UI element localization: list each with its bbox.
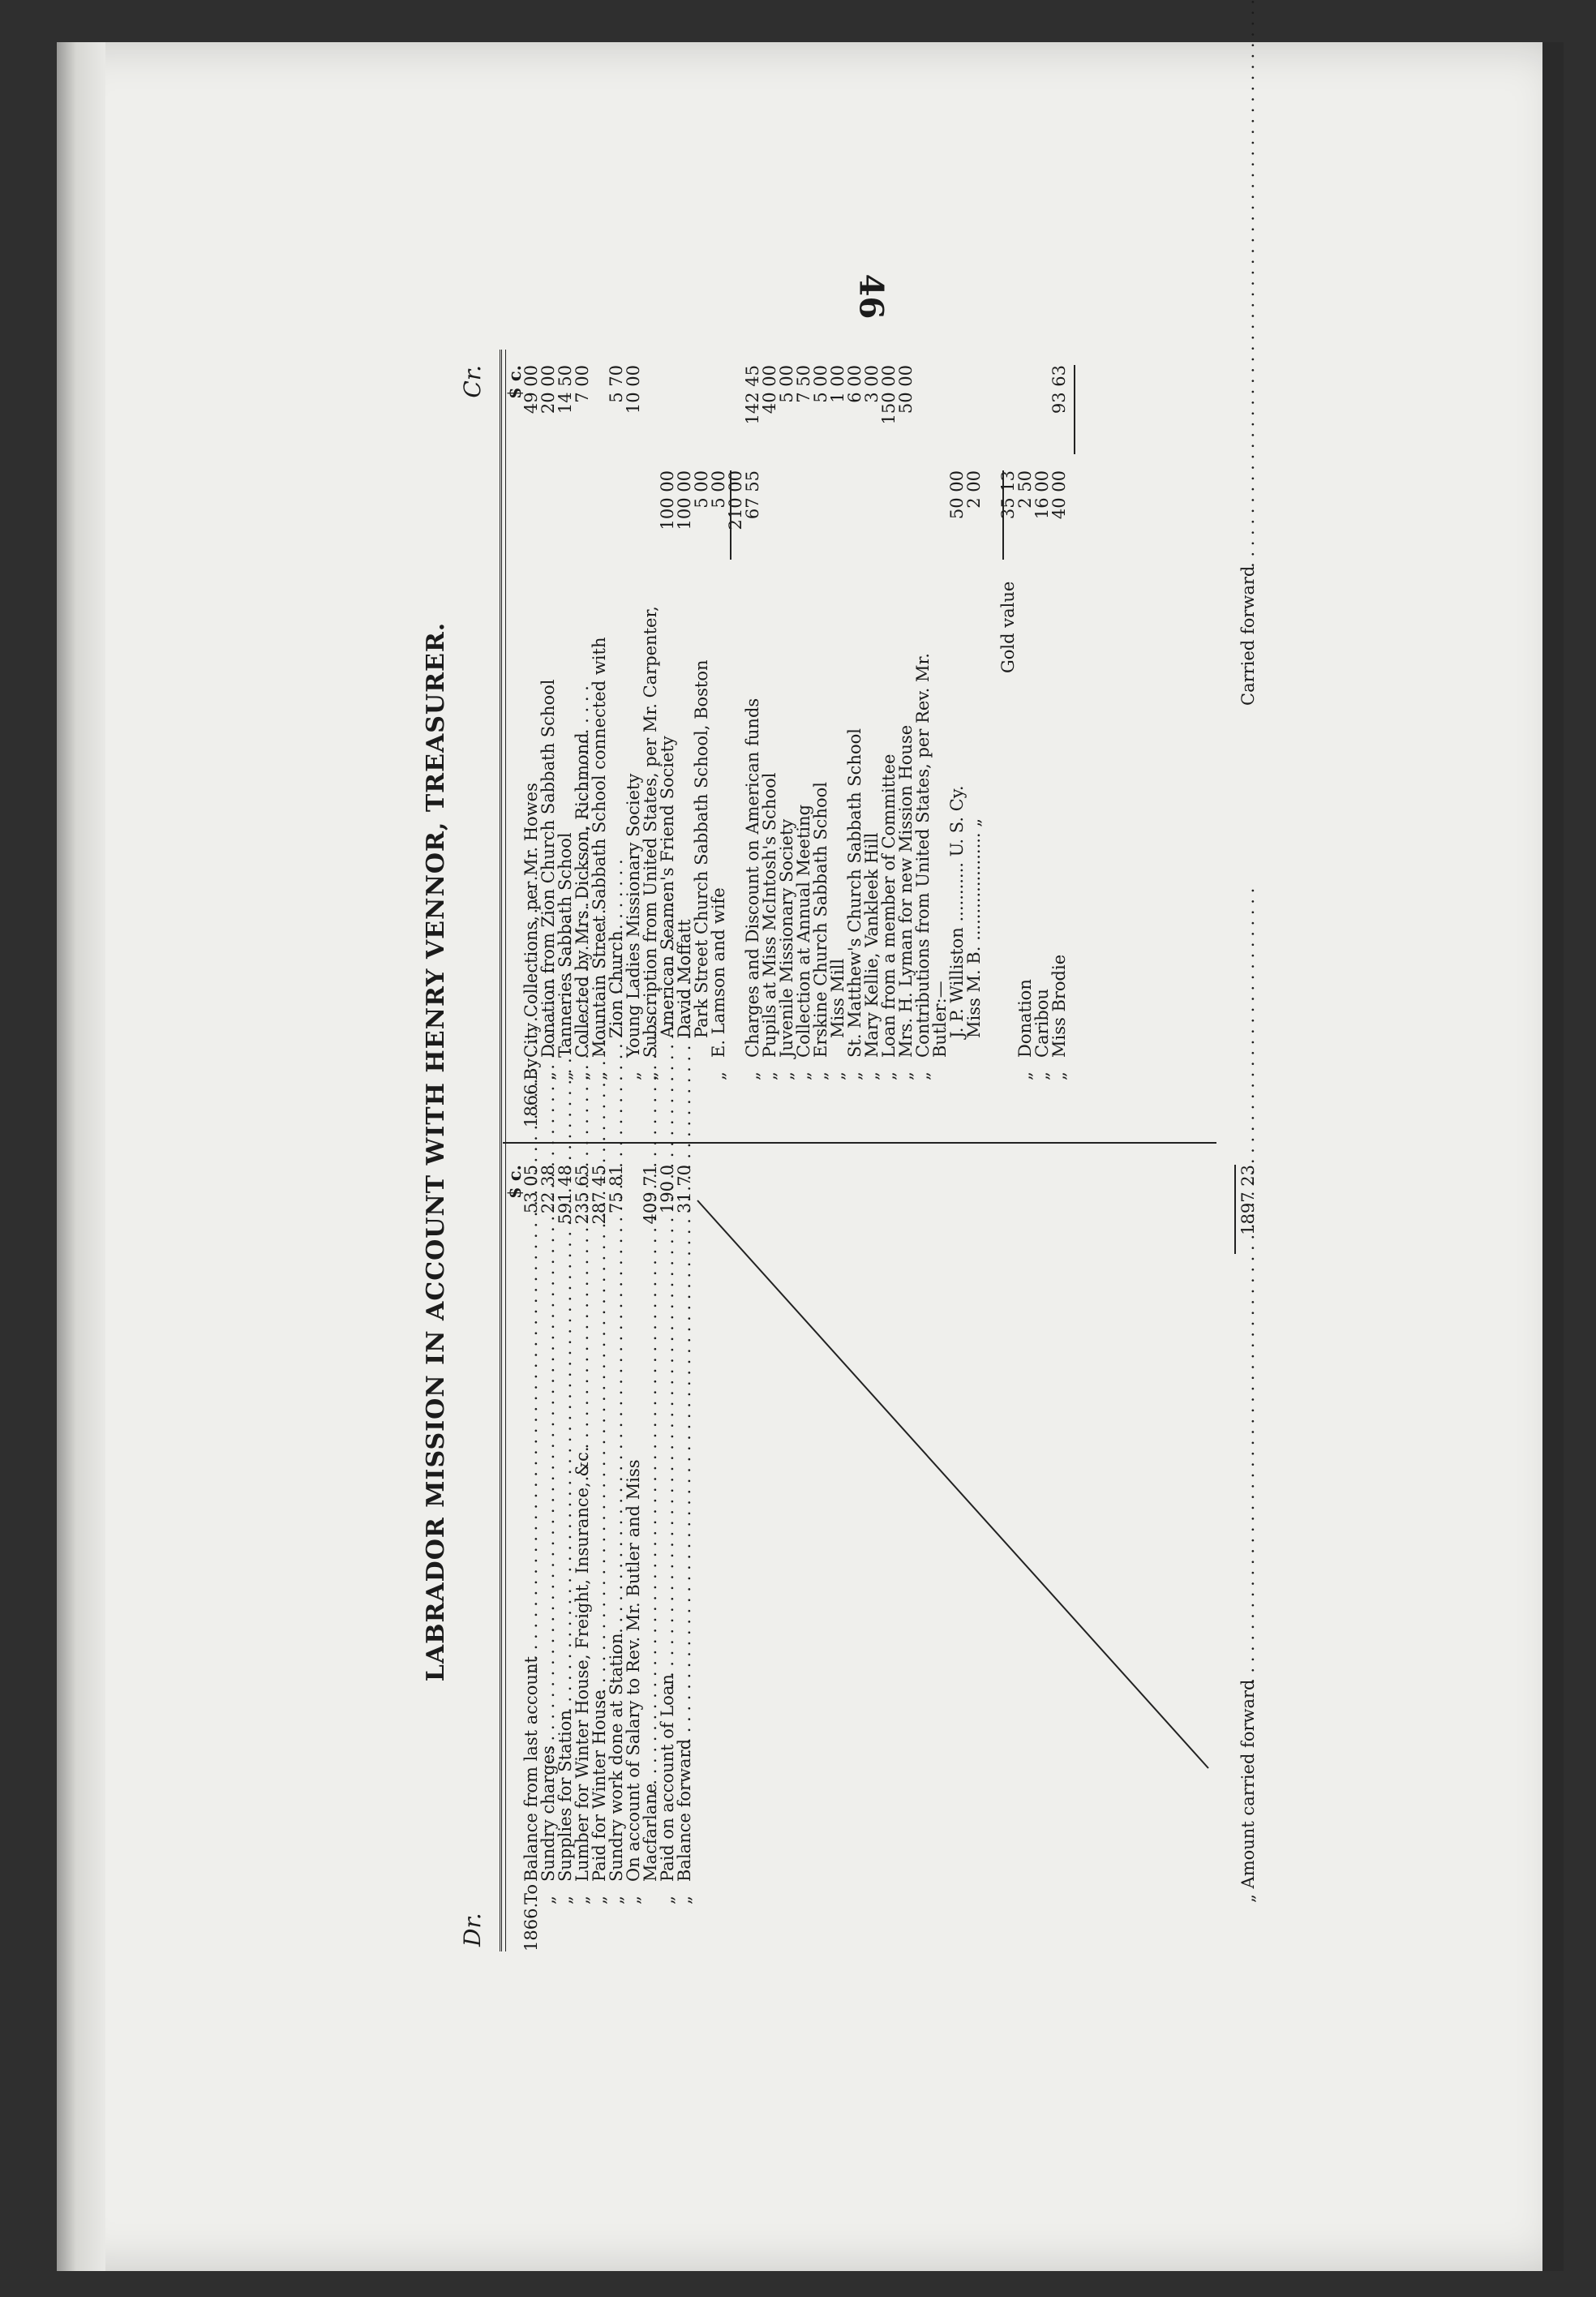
row-amount: 31 70 (675, 1165, 694, 1214)
credit-row (762, 349, 779, 1127)
debit-row (625, 1157, 642, 1951)
row-prefix: „ (590, 1071, 609, 1080)
row-amount: 1 00 (828, 365, 847, 403)
row-prefix: „ (862, 1071, 882, 1080)
credit-row (591, 349, 608, 1127)
row-prefix: „ (1032, 1071, 1052, 1080)
row-text: Caribou (1032, 989, 1052, 1058)
debit-row (676, 1157, 693, 1951)
row-text: Subscription from United States, per Mr. Carpenter, (641, 606, 660, 1058)
credit-label: Cr. (459, 365, 486, 398)
row-prefix: „ (607, 1896, 626, 1904)
credit-total-row (1240, 349, 1257, 1127)
row-amount: 3 00 (862, 365, 882, 403)
row-text: Mrs. H. Lyman for new Mission House (896, 724, 916, 1058)
debit-row (523, 1157, 540, 1951)
row-amount: 7 00 (573, 365, 592, 403)
row-amount: 5 70 (607, 365, 626, 403)
row-prefix: „ (777, 1071, 796, 1080)
ledger-title: LABRADOR MISSION IN ACCOUNT WITH HENRY VENNOR, TREASURER. (422, 621, 450, 1682)
row-amount: 142 45 (743, 365, 762, 425)
row-prefix: „ (811, 1071, 830, 1080)
row-text: Erskine Church Sabbath School (811, 782, 830, 1058)
row-text: Collected by Mrs. Dickson, Richmond (573, 732, 592, 1058)
row-text: Macfarlane (641, 1783, 660, 1882)
row-text: City Collections, per Mr. Howes (521, 783, 541, 1058)
row-text: Paid on account of Loan (658, 1674, 677, 1882)
row-text: Paid for Winter House (590, 1689, 609, 1882)
currency-header: $ c. (504, 1165, 525, 1200)
row-text: J. P. Williston ........... U. S. Cy. (947, 785, 967, 1038)
debit-column (504, 1157, 1258, 1951)
header-rule (500, 350, 506, 1951)
credit-currency-header (506, 349, 523, 1127)
credit-row (676, 349, 693, 1127)
debit-row (642, 1157, 659, 1951)
row-text: St. Matthew's Church Sabbath School (845, 728, 865, 1058)
debit-year: 1866. (521, 1902, 541, 1951)
row-prefix: „ (556, 1071, 575, 1080)
row-amount: 20 00 (538, 365, 558, 414)
total-label: Carried forward (1238, 565, 1258, 706)
leader-dots (642, 1262, 659, 1796)
row-text: Miss Mill (828, 958, 847, 1038)
leader-dots (1240, 1262, 1257, 1684)
row-text: Donation from Zion Church Sabbath School (538, 679, 558, 1058)
row-inner-amount: 35 13 (998, 470, 1018, 520)
row-amount: 287 45 (590, 1165, 609, 1225)
row-prefix: „ (538, 1071, 558, 1080)
subtotal-rule (730, 470, 732, 560)
row-prefix: „ (709, 1071, 728, 1080)
row-amount: 409 71 (641, 1165, 660, 1225)
debit-row (557, 1157, 574, 1951)
credit-year: 1866. (521, 1078, 541, 1127)
leader-dots (523, 1262, 540, 1672)
row-prefix: „ (845, 1071, 865, 1080)
credit-row (642, 349, 659, 1127)
credit-row (608, 349, 625, 1127)
credit-row (796, 349, 813, 1127)
credit-row (1017, 349, 1034, 1127)
credit-row (830, 349, 847, 1127)
rotated-ledger (422, 341, 1354, 1963)
row-inner-amount: 100 00 (658, 470, 677, 530)
row-prefix: „ (573, 1896, 592, 1904)
row-prefix: „ (896, 1071, 916, 1080)
row-text: Gold value (998, 581, 1018, 673)
row-text: Mary Kellie, Vankleek Hill (862, 832, 882, 1058)
row-text: Miss M. B. .................... „ (964, 818, 984, 1038)
row-inner-amount: 100 00 (675, 470, 694, 530)
credit-row (898, 349, 915, 1127)
credit-row (523, 349, 540, 1127)
credit-row (557, 349, 574, 1127)
row-prefix: „ (1015, 1071, 1035, 1080)
row-prefix: To (521, 1883, 541, 1904)
row-text: Miss Brodie (1049, 954, 1069, 1058)
credit-row (540, 349, 557, 1127)
row-amount: 93 63 (1049, 365, 1069, 414)
row-amount: 150 00 (879, 365, 899, 425)
row-inner-amount: 67 55 (743, 470, 762, 520)
credit-column (504, 349, 1258, 1127)
row-prefix: „ (590, 1896, 609, 1904)
row-prefix: „ (913, 1071, 933, 1080)
row-text: Tanneries Sabbath School (556, 832, 575, 1058)
credit-row (744, 349, 762, 1127)
leader-dots (591, 1262, 608, 1705)
row-text: Park Street Church Sabbath School, Boston (692, 659, 711, 1038)
total-label: „ Amount carried forward (1238, 1679, 1258, 1903)
row-amount: 75 81 (607, 1165, 626, 1214)
row-text: Mountain Street Sabbath School connected with (590, 637, 609, 1058)
row-amount: 7 50 (794, 365, 813, 403)
row-text: Sundry work done at Station (607, 1633, 626, 1882)
credit-row (813, 349, 830, 1127)
leader-dots (1240, 454, 1257, 568)
row-amount: 591 48 (556, 1165, 575, 1225)
row-text: On account of Salary to Rev. Mr. Butler and Miss (624, 1459, 643, 1882)
credit-row (727, 349, 744, 1127)
row-prefix: „ (675, 1896, 694, 1904)
leader-dots (659, 1262, 676, 1688)
row-text: Lumber for Winter House, Freight, Insurance, &c. (573, 1446, 592, 1882)
row-prefix: „ (624, 1071, 643, 1080)
row-prefix: „ (879, 1071, 899, 1080)
row-prefix: „ (641, 1071, 660, 1080)
debit-row (540, 1157, 557, 1951)
leader-dots (676, 1262, 693, 1754)
row-inner-amount: 16 00 (1032, 470, 1052, 520)
credit-row (881, 349, 898, 1127)
row-text: Zion Church (607, 930, 626, 1038)
row-prefix: „ (1049, 1071, 1069, 1080)
row-text: American Seamen's Friend Society (658, 736, 677, 1038)
row-text: Charges and Discount on American funds (743, 698, 762, 1058)
subtotal-rule (1002, 470, 1004, 560)
row-prefix: „ (624, 1896, 643, 1904)
credit-row (659, 349, 676, 1127)
row-inner-amount: 50 00 (947, 470, 967, 520)
row-amount: 14 50 (556, 365, 575, 414)
row-inner-amount: 2 50 (1015, 470, 1035, 509)
currency-header: $ c. (504, 365, 525, 400)
row-text: Balance from last account (521, 1656, 541, 1882)
page-binding-edge (57, 42, 105, 2271)
debit-row (574, 1157, 591, 1951)
row-amount: 5 00 (811, 365, 830, 403)
credit-row (625, 349, 642, 1127)
row-prefix: „ (658, 1896, 677, 1904)
credit-row (915, 349, 932, 1127)
total-rule (1234, 1165, 1236, 1254)
row-amount: 6 00 (845, 365, 865, 403)
credit-row (710, 349, 727, 1127)
row-amount: 53 05 (521, 1165, 541, 1214)
row-text: Juvenile Missionary Society (777, 818, 796, 1058)
leader-dots (608, 1262, 625, 1655)
row-amount: 50 00 (896, 365, 916, 414)
debit-label: Dr. (459, 1913, 486, 1947)
credit-row (1000, 349, 1017, 1127)
row-inner-amount: 5 00 (692, 470, 711, 509)
leader-dots (557, 1262, 574, 1713)
credit-row (983, 349, 1000, 1127)
debit-total-row (1240, 1157, 1257, 1951)
row-prefix: „ (573, 1071, 592, 1080)
row-text: Donation (1015, 979, 1035, 1058)
row-amount: 5 00 (777, 365, 796, 403)
row-prefix: „ (794, 1071, 813, 1080)
row-text: Contributions from United States, per Rev. Mr. (913, 653, 933, 1058)
total-rule (1074, 365, 1075, 454)
credit-row (847, 349, 864, 1127)
row-text: E. Lamson and wife (709, 887, 728, 1058)
row-inner-amount: 2 00 (964, 470, 984, 509)
debit-currency-header (506, 1157, 523, 1951)
row-prefix: „ (538, 1896, 558, 1904)
leader-dots (540, 1262, 557, 1762)
row-amount: 40 00 (760, 365, 779, 414)
credit-row (932, 349, 949, 1127)
page-right-edge (1542, 42, 1564, 2271)
row-amount: 49 00 (521, 365, 541, 414)
row-text: Pupils at Miss McIntosh's School (760, 772, 779, 1058)
debit-row (608, 1157, 625, 1951)
debit-row (591, 1157, 608, 1951)
row-prefix: „ (828, 1071, 847, 1080)
row-text: Sundry charges (538, 1745, 558, 1882)
row-prefix: By (521, 1058, 541, 1080)
credit-row (1034, 349, 1051, 1127)
credit-row (966, 349, 983, 1127)
row-text: Loan from a member of Committee (879, 754, 899, 1058)
credit-row (864, 349, 881, 1127)
row-text: Collection at Annual Meeting (794, 804, 813, 1058)
row-prefix: „ (743, 1071, 762, 1080)
credit-row (693, 349, 710, 1127)
credit-row (779, 349, 796, 1127)
credit-row (1051, 349, 1068, 1127)
row-inner-amount: 5 00 (709, 470, 728, 509)
row-amount: 22 38 (538, 1165, 558, 1214)
row-prefix: „ (556, 1896, 575, 1904)
total-amount: 1897 23 (1238, 1165, 1258, 1235)
leader-dots (574, 1262, 591, 1481)
debit-row (659, 1157, 676, 1951)
row-prefix: „ (760, 1071, 779, 1080)
row-text: Supplies for Station (556, 1710, 575, 1882)
cancel-diagonal (697, 1184, 1225, 1768)
credit-row (574, 349, 591, 1127)
row-text: Balance forward (675, 1738, 694, 1882)
page-number: 46 (852, 273, 890, 320)
row-amount: 190 0 (658, 1165, 677, 1214)
row-inner-amount: 210 00 (726, 470, 745, 530)
credit-row (949, 349, 966, 1127)
row-amount: 10 00 (624, 365, 643, 414)
row-amount: 235 65 (573, 1165, 592, 1225)
row-text: Young Ladies Missionary Society (624, 773, 643, 1058)
row-text: David Moffatt (675, 919, 694, 1038)
row-text: Butler:— (930, 981, 950, 1058)
row-inner-amount: 40 00 (1049, 470, 1069, 520)
